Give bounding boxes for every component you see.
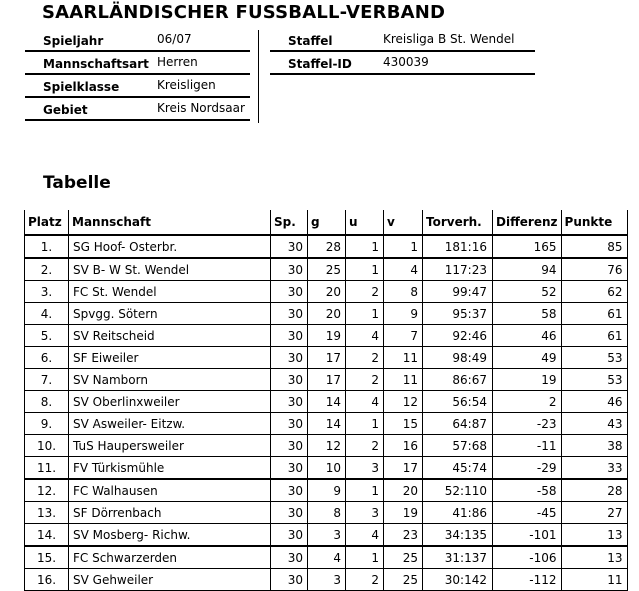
cell-verloren: 20: [384, 479, 423, 502]
cell-platz: 4.: [25, 303, 69, 325]
col-header-gewonnen: g: [308, 210, 346, 235]
cell-platz: 14.: [25, 524, 69, 547]
cell-verloren: 7: [384, 325, 423, 347]
section-title: Tabelle: [43, 173, 111, 193]
divider: [258, 30, 259, 123]
cell-spiele: 30: [271, 479, 308, 502]
cell-torverhaeltnis: 181:16: [423, 235, 493, 258]
cell-punkte: 27: [561, 502, 627, 524]
cell-platz: 6.: [25, 347, 69, 369]
cell-punkte: 53: [561, 347, 627, 369]
cell-verloren: 11: [384, 347, 423, 369]
col-header-platz: Platz: [25, 210, 69, 235]
cell-differenz: -29: [493, 457, 562, 480]
cell-unentschieden: 2: [346, 569, 384, 591]
table-row: [25, 347, 628, 369]
cell-mannschaft: SV Reitscheid: [69, 325, 271, 347]
cell-gewonnen: 17: [308, 347, 346, 369]
cell-gewonnen: 8: [308, 502, 346, 524]
col-header-unentschieden: u: [346, 210, 384, 235]
cell-unentschieden: 4: [346, 524, 384, 547]
cell-unentschieden: 2: [346, 281, 384, 303]
col-header-spiele: Sp.: [271, 210, 308, 235]
cell-unentschieden: 1: [346, 479, 384, 502]
cell-torverhaeltnis: 117:23: [423, 258, 493, 281]
info-label: Staffel: [288, 34, 333, 48]
cell-punkte: 33: [561, 457, 627, 480]
cell-torverhaeltnis: 34:135: [423, 524, 493, 547]
cell-spiele: 30: [271, 347, 308, 369]
cell-gewonnen: 20: [308, 281, 346, 303]
info-label: Mannschaftsart: [43, 57, 149, 71]
info-label: Staffel-ID: [288, 57, 352, 71]
col-header-punkte: Punkte: [561, 210, 627, 235]
cell-gewonnen: 3: [308, 524, 346, 547]
cell-mannschaft: FC Schwarzerden: [69, 546, 271, 569]
cell-mannschaft: SG Hoof- Osterbr.: [69, 235, 271, 258]
cell-differenz: -101: [493, 524, 562, 547]
cell-differenz: -45: [493, 502, 562, 524]
info-row-spieljahr: [25, 30, 250, 52]
cell-differenz: 52: [493, 281, 562, 303]
cell-gewonnen: 3: [308, 569, 346, 591]
cell-gewonnen: 20: [308, 303, 346, 325]
cell-punkte: 38: [561, 435, 627, 457]
cell-spiele: 30: [271, 391, 308, 413]
cell-unentschieden: 1: [346, 546, 384, 569]
cell-gewonnen: 28: [308, 235, 346, 258]
cell-mannschaft: TuS Haupersweiler: [69, 435, 271, 457]
cell-differenz: 94: [493, 258, 562, 281]
cell-unentschieden: 4: [346, 391, 384, 413]
cell-unentschieden: 2: [346, 347, 384, 369]
cell-punkte: 62: [561, 281, 627, 303]
cell-punkte: 53: [561, 369, 627, 391]
cell-gewonnen: 4: [308, 546, 346, 569]
cell-unentschieden: 1: [346, 235, 384, 258]
info-row-mannschaftsart: [25, 53, 250, 75]
cell-verloren: 25: [384, 546, 423, 569]
info-value: Herren: [157, 55, 198, 69]
table-header-row: [25, 210, 628, 235]
cell-platz: 3.: [25, 281, 69, 303]
cell-differenz: -11: [493, 435, 562, 457]
cell-unentschieden: 1: [346, 303, 384, 325]
cell-torverhaeltnis: 92:46: [423, 325, 493, 347]
info-value: Kreis Nordsaar: [157, 101, 245, 115]
col-header-differenz: Differenz: [493, 210, 562, 235]
cell-unentschieden: 2: [346, 435, 384, 457]
cell-mannschaft: FC Walhausen: [69, 479, 271, 502]
info-label: Spielklasse: [43, 80, 120, 94]
cell-gewonnen: 25: [308, 258, 346, 281]
cell-verloren: 12: [384, 391, 423, 413]
cell-torverhaeltnis: 57:68: [423, 435, 493, 457]
cell-verloren: 4: [384, 258, 423, 281]
cell-mannschaft: SV Namborn: [69, 369, 271, 391]
cell-spiele: 30: [271, 457, 308, 480]
cell-verloren: 8: [384, 281, 423, 303]
cell-spiele: 30: [271, 281, 308, 303]
standings-table: [24, 210, 628, 591]
info-row-staffel-id: [270, 53, 535, 75]
cell-torverhaeltnis: 52:110: [423, 479, 493, 502]
cell-torverhaeltnis: 41:86: [423, 502, 493, 524]
info-row-spielklasse: [25, 76, 250, 98]
cell-punkte: 85: [561, 235, 627, 258]
cell-platz: 12.: [25, 479, 69, 502]
table-row: [25, 435, 628, 457]
cell-unentschieden: 3: [346, 502, 384, 524]
cell-differenz: 165: [493, 235, 562, 258]
cell-punkte: 11: [561, 569, 627, 591]
cell-mannschaft: FV Türkismühle: [69, 457, 271, 480]
table-row: [25, 258, 628, 281]
cell-mannschaft: SV Oberlinxweiler: [69, 391, 271, 413]
info-label: Spieljahr: [43, 34, 104, 48]
cell-unentschieden: 2: [346, 369, 384, 391]
cell-punkte: 46: [561, 391, 627, 413]
cell-platz: 7.: [25, 369, 69, 391]
table-row: [25, 235, 628, 258]
cell-spiele: 30: [271, 502, 308, 524]
info-value: Kreisliga B St. Wendel: [383, 32, 515, 46]
cell-platz: 5.: [25, 325, 69, 347]
info-row-staffel: [270, 30, 535, 52]
cell-gewonnen: 9: [308, 479, 346, 502]
table-row: [25, 303, 628, 325]
cell-punkte: 28: [561, 479, 627, 502]
cell-differenz: 58: [493, 303, 562, 325]
cell-torverhaeltnis: 56:54: [423, 391, 493, 413]
cell-gewonnen: 10: [308, 457, 346, 480]
info-row-gebiet: [25, 99, 250, 121]
cell-spiele: 30: [271, 258, 308, 281]
cell-verloren: 17: [384, 457, 423, 480]
cell-torverhaeltnis: 86:67: [423, 369, 493, 391]
org-title: SAARLÄNDISCHER FUSSBALL-VERBAND: [42, 2, 446, 23]
cell-platz: 15.: [25, 546, 69, 569]
cell-differenz: -58: [493, 479, 562, 502]
info-label: Gebiet: [43, 103, 88, 117]
table-row: [25, 502, 628, 524]
col-header-verloren: v: [384, 210, 423, 235]
cell-unentschieden: 1: [346, 258, 384, 281]
table-row: [25, 281, 628, 303]
table-row: [25, 325, 628, 347]
cell-platz: 10.: [25, 435, 69, 457]
table-row: [25, 479, 628, 502]
cell-punkte: 61: [561, 325, 627, 347]
cell-torverhaeltnis: 98:49: [423, 347, 493, 369]
cell-differenz: -106: [493, 546, 562, 569]
cell-verloren: 11: [384, 369, 423, 391]
cell-unentschieden: 4: [346, 325, 384, 347]
cell-mannschaft: Spvgg. Sötern: [69, 303, 271, 325]
cell-torverhaeltnis: 95:37: [423, 303, 493, 325]
cell-verloren: 16: [384, 435, 423, 457]
cell-torverhaeltnis: 45:74: [423, 457, 493, 480]
cell-platz: 9.: [25, 413, 69, 435]
table-row: [25, 413, 628, 435]
cell-spiele: 30: [271, 413, 308, 435]
cell-verloren: 19: [384, 502, 423, 524]
cell-spiele: 30: [271, 369, 308, 391]
info-value: Kreisligen: [157, 78, 216, 92]
cell-mannschaft: SV Gehweiler: [69, 569, 271, 591]
cell-verloren: 1: [384, 235, 423, 258]
cell-differenz: 2: [493, 391, 562, 413]
cell-differenz: -112: [493, 569, 562, 591]
cell-platz: 8.: [25, 391, 69, 413]
cell-unentschieden: 3: [346, 457, 384, 480]
info-value: 06/07: [157, 32, 192, 46]
cell-verloren: 15: [384, 413, 423, 435]
cell-spiele: 30: [271, 546, 308, 569]
cell-mannschaft: SV B- W St. Wendel: [69, 258, 271, 281]
table-row: [25, 457, 628, 480]
table-row: [25, 369, 628, 391]
cell-spiele: 30: [271, 524, 308, 547]
cell-platz: 2.: [25, 258, 69, 281]
cell-differenz: 49: [493, 347, 562, 369]
cell-platz: 16.: [25, 569, 69, 591]
cell-gewonnen: 12: [308, 435, 346, 457]
cell-spiele: 30: [271, 235, 308, 258]
standings-body: [25, 235, 628, 591]
cell-differenz: 46: [493, 325, 562, 347]
cell-mannschaft: SV Asweiler- Eitzw.: [69, 413, 271, 435]
cell-spiele: 30: [271, 325, 308, 347]
table-row: [25, 524, 628, 547]
cell-gewonnen: 14: [308, 413, 346, 435]
cell-torverhaeltnis: 99:47: [423, 281, 493, 303]
cell-verloren: 9: [384, 303, 423, 325]
cell-torverhaeltnis: 30:142: [423, 569, 493, 591]
cell-punkte: 13: [561, 546, 627, 569]
cell-mannschaft: SF Eiweiler: [69, 347, 271, 369]
cell-torverhaeltnis: 64:87: [423, 413, 493, 435]
cell-punkte: 13: [561, 524, 627, 547]
cell-spiele: 30: [271, 569, 308, 591]
cell-punkte: 61: [561, 303, 627, 325]
col-header-mannschaft: Mannschaft: [69, 210, 271, 235]
table-row: [25, 546, 628, 569]
cell-mannschaft: SV Mosberg- Richw.: [69, 524, 271, 547]
table-row: [25, 391, 628, 413]
cell-unentschieden: 1: [346, 413, 384, 435]
cell-punkte: 76: [561, 258, 627, 281]
table-row: [25, 569, 628, 591]
cell-spiele: 30: [271, 303, 308, 325]
info-value: 430039: [383, 55, 429, 69]
cell-verloren: 25: [384, 569, 423, 591]
cell-gewonnen: 19: [308, 325, 346, 347]
cell-spiele: 30: [271, 435, 308, 457]
cell-platz: 11.: [25, 457, 69, 480]
cell-differenz: 19: [493, 369, 562, 391]
cell-torverhaeltnis: 31:137: [423, 546, 493, 569]
cell-platz: 13.: [25, 502, 69, 524]
cell-mannschaft: FC St. Wendel: [69, 281, 271, 303]
cell-mannschaft: SF Dörrenbach: [69, 502, 271, 524]
cell-gewonnen: 14: [308, 391, 346, 413]
cell-gewonnen: 17: [308, 369, 346, 391]
cell-punkte: 43: [561, 413, 627, 435]
cell-platz: 1.: [25, 235, 69, 258]
col-header-torverhaeltnis: Torverh.: [423, 210, 493, 235]
cell-differenz: -23: [493, 413, 562, 435]
cell-verloren: 23: [384, 524, 423, 547]
